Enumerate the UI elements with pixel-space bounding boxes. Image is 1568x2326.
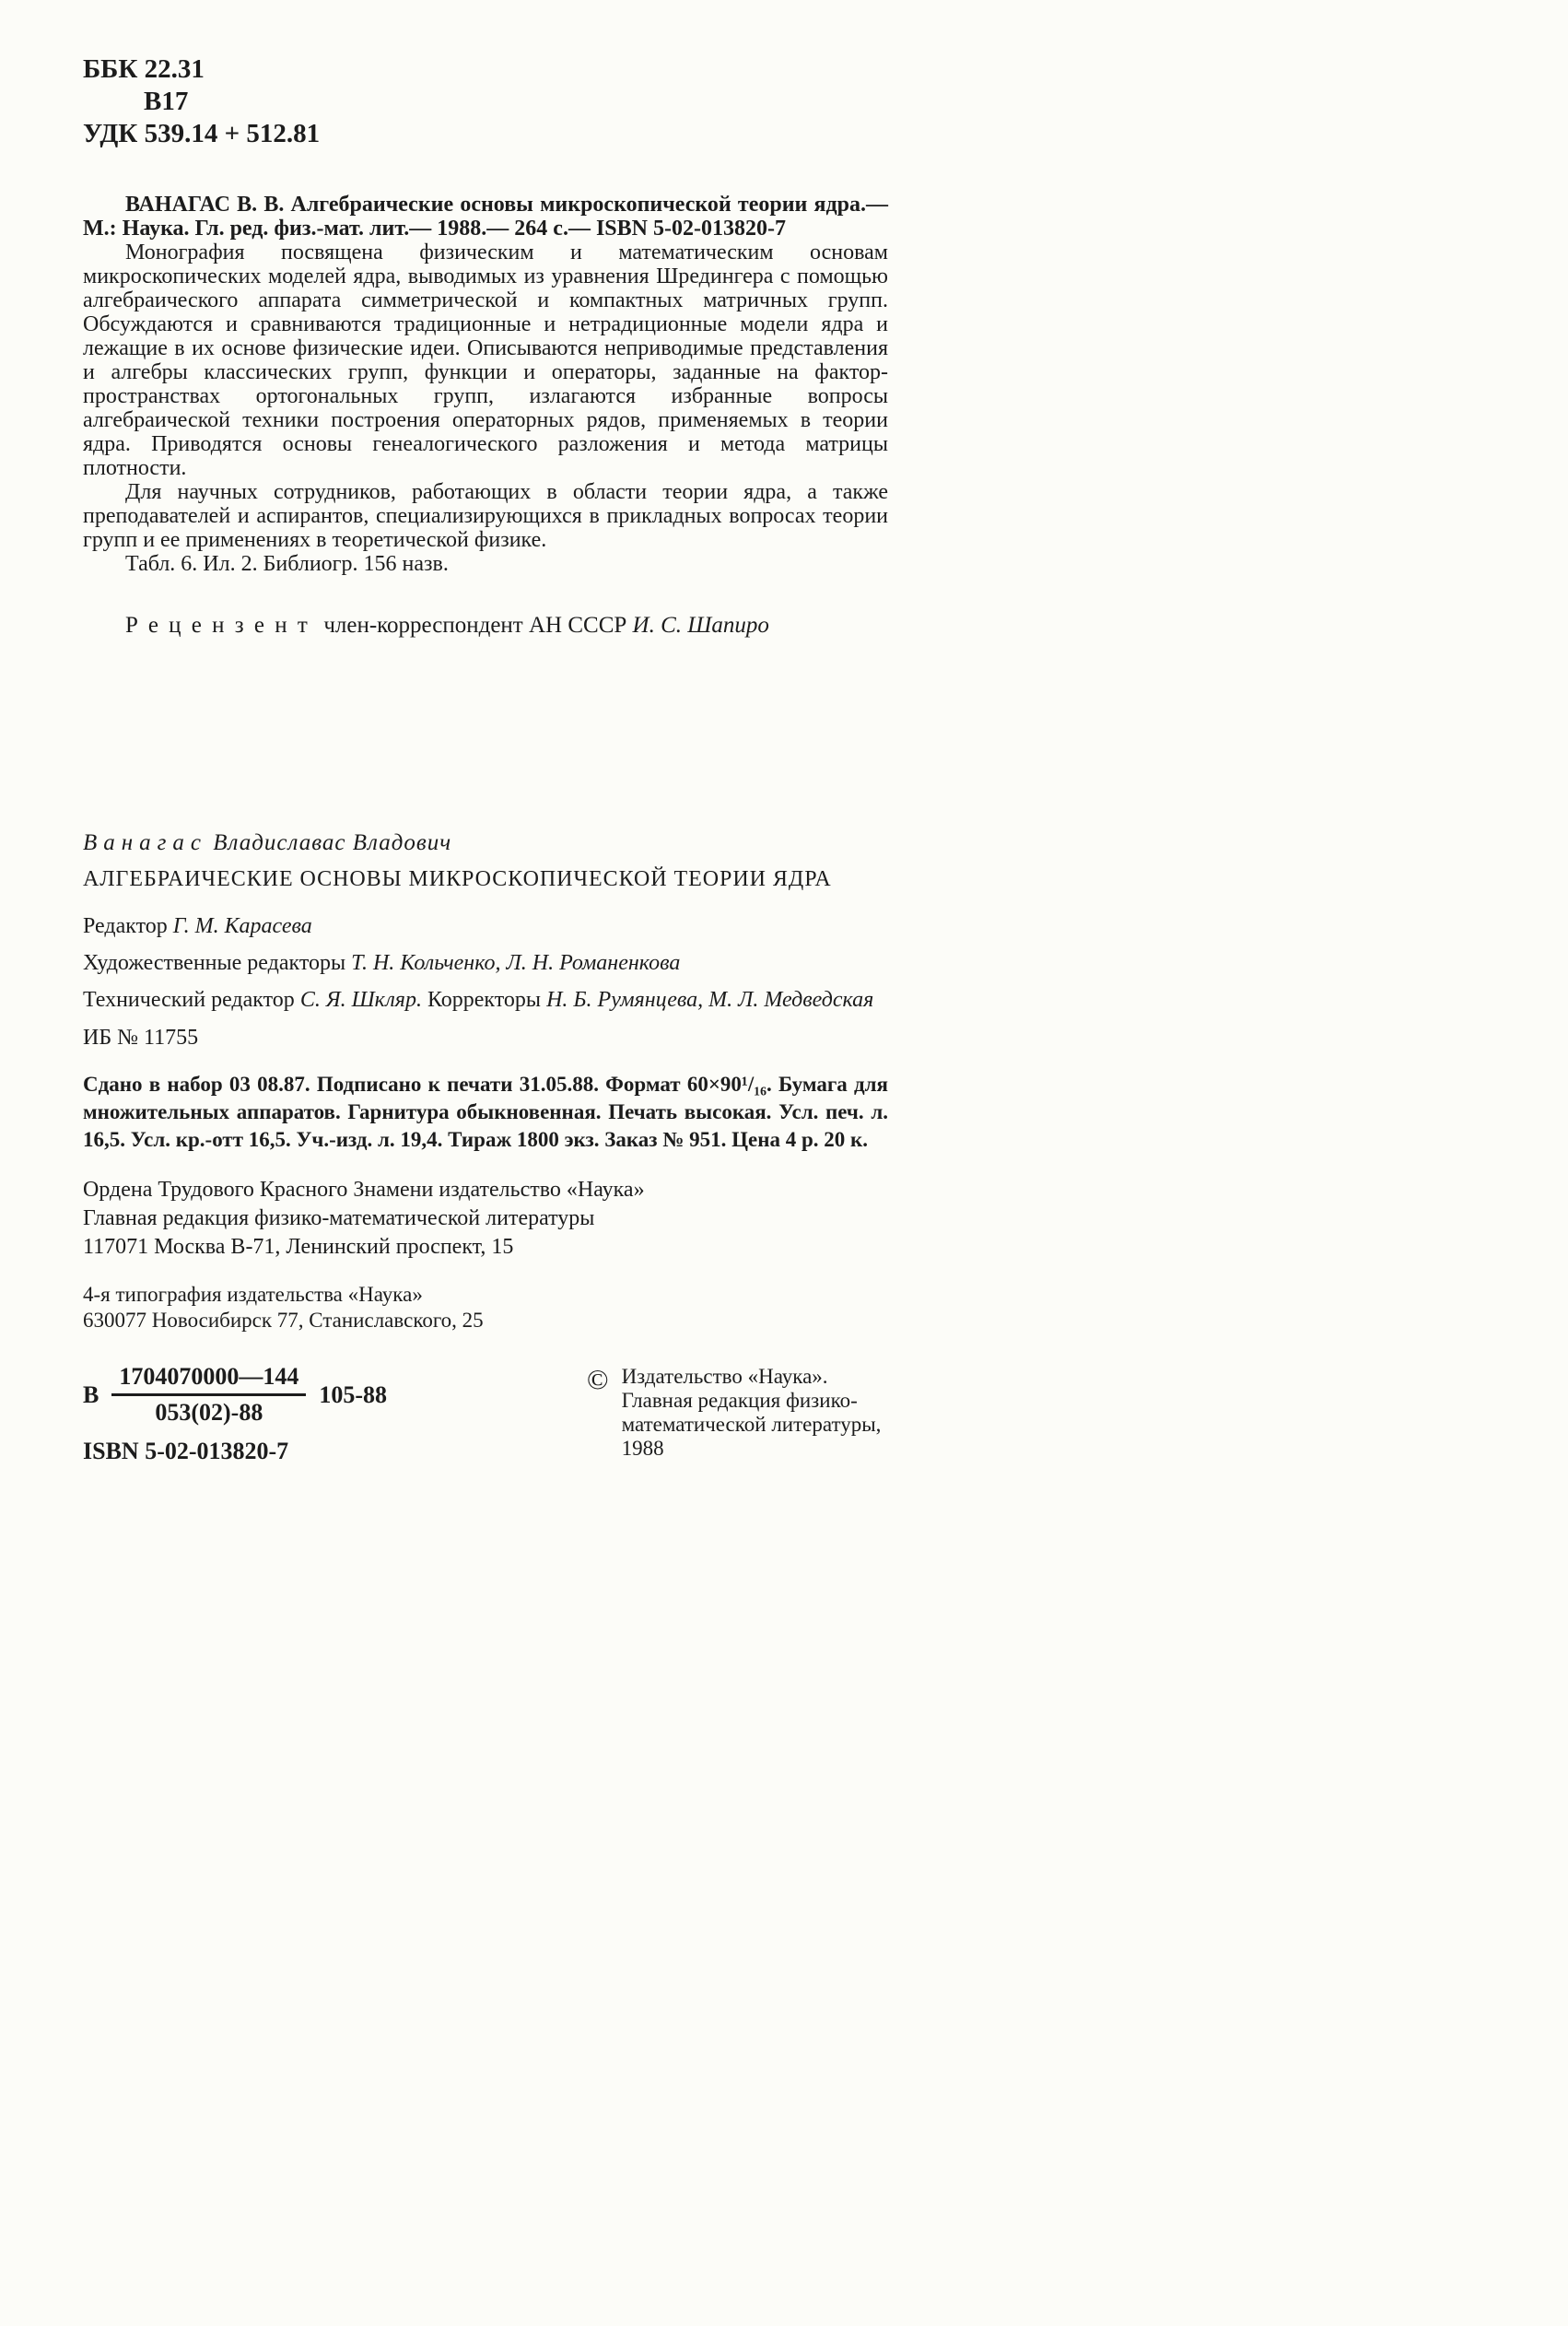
tech-editor-label: Технический редактор <box>83 988 295 1012</box>
author-surname: Ванагас <box>83 830 208 855</box>
annotation-block <box>83 193 888 576</box>
copyright-line: 1988 <box>621 1437 664 1460</box>
copyright-text <box>622 1365 882 1461</box>
catalog-prefix: В <box>83 1380 99 1408</box>
book-title: АЛГЕБРАИЧЕСКИЕ ОСНОВЫ МИКРОСКОПИЧЕСКОЙ ТЕОРИИ ЯДРА <box>83 867 832 891</box>
author-full-name <box>83 830 888 856</box>
stats-line: Табл. 6. Ил. 2. Библиогр. 156 назв. <box>125 552 449 576</box>
copyright-line: математической литературы, <box>621 1413 882 1436</box>
footer-row <box>83 1363 888 1474</box>
art-editors-names: Т. Н. Кольченко, Л. Н. Романенкова <box>351 951 681 975</box>
editor-label: Редактор <box>83 914 168 938</box>
catalog-numerator: 1704070000—144 <box>111 1363 306 1396</box>
udk-code: УДК 539.14 + 512.81 <box>83 119 321 148</box>
imprint-block <box>83 830 888 1333</box>
printer-block <box>83 1282 888 1333</box>
annotation-paragraph: Монография посвящена физическим и математическим основам микроскопических моделей ядра, выводимых из уравнения Шредингера с помощью алгебраического аппарата симметрической и компактных матричных групп. Обсуждаются и сравниваются традиционные и нетрадиционные модели ядра и лежащие в их основе физические идеи. Описываются неприводимые представления и алгебры классических групп, функции и операторы, заданные на фактор-пространствах ортогональных групп, излагаются избранные вопросы алгебраической техники построения операторных рядов, применяемых в теории ядра. Приводятся основы генеалогического разложения и метода матрицы плотности. <box>83 241 888 480</box>
author-given-names: Владиславас Владович <box>213 830 452 855</box>
printer-line: 4-я типография издательства «Наука» <box>83 1283 423 1306</box>
bbk-author-code: В17 <box>144 87 189 116</box>
publisher-line: Ордена Трудового Красного Знамени издательство «Наука» <box>83 1178 645 1202</box>
printer-address-line: 630077 Новосибирск 77, Станиславского, 25 <box>83 1309 484 1332</box>
tech-editor-line <box>83 988 888 1013</box>
catalog-fraction <box>111 1363 306 1427</box>
art-editors-line <box>83 951 888 976</box>
editor-name: Г. М. Карасева <box>172 914 312 938</box>
copyright-line: Главная редакция физико- <box>621 1389 858 1412</box>
copyright-line: Издательство «Наука». <box>621 1365 828 1388</box>
reviewer-label: Рецензент <box>125 613 319 638</box>
audience-paragraph: Для научных сотрудников, работающих в области теории ядра, а также преподавателей и аспирантов, специализирующихся в прикладных вопросах теории групп и ее применениях в теоретической физике. <box>83 480 888 552</box>
page-content <box>83 53 888 1474</box>
proofreaders-names: Н. Б. Румянцева, М. Л. Медведская <box>546 988 874 1012</box>
copyright-block <box>587 1365 881 1461</box>
publisher-line: Главная редакция физико-математической литературы <box>83 1206 595 1230</box>
catalog-suffix: 105-88 <box>319 1380 388 1408</box>
print-specs-text: Сдано в набор 03 08.87. Подписано к печати 31.05.88. Формат 60×90¹/₁₆. Бумага для множительных аппаратов. Гарнитура обыкновенная. Печать высокая. Усл. печ. л. 16,5. Усл. кр.-отт 16,5. Уч.-изд. л. 19,4. Тираж 1800 экз. Заказ № 951. Цена 4 р. 20 к. <box>83 1073 888 1151</box>
reviewer-title: член-корреспондент АН СССР <box>323 613 627 638</box>
proofreaders-label: Корректоры <box>427 988 542 1012</box>
ib-number: ИБ № 11755 <box>83 1026 199 1050</box>
isbn: ISBN 5-02-013820-7 <box>83 1438 289 1464</box>
art-editors-label: Художественные редакторы <box>83 951 346 975</box>
catalog-denominator: 053(02)-88 <box>155 1399 263 1426</box>
publisher-block <box>83 1176 888 1262</box>
print-specs-block <box>83 1071 888 1154</box>
bibliographic-entry: ВАНАГАС В. В. Алгебраические основы микроскопической теории ядра.— М.: Наука. Гл. ред. физ.-мат. лит.— 1988.— 264 с.— ISBN 5-02-013820-7 <box>83 193 888 241</box>
copyright-icon: © <box>587 1363 609 1395</box>
classification-codes <box>83 53 888 150</box>
publisher-address-line: 117071 Москва В-71, Ленинский проспект, 15 <box>83 1235 514 1259</box>
tech-editor-name: С. Я. Шкляр. <box>299 988 422 1012</box>
editor-line <box>83 914 888 939</box>
staff-block <box>83 914 888 1013</box>
bbk-code: ББК 22.31 <box>83 54 205 84</box>
reviewer-line <box>83 613 888 639</box>
reviewer-name: И. С. Шапиро <box>632 613 769 638</box>
